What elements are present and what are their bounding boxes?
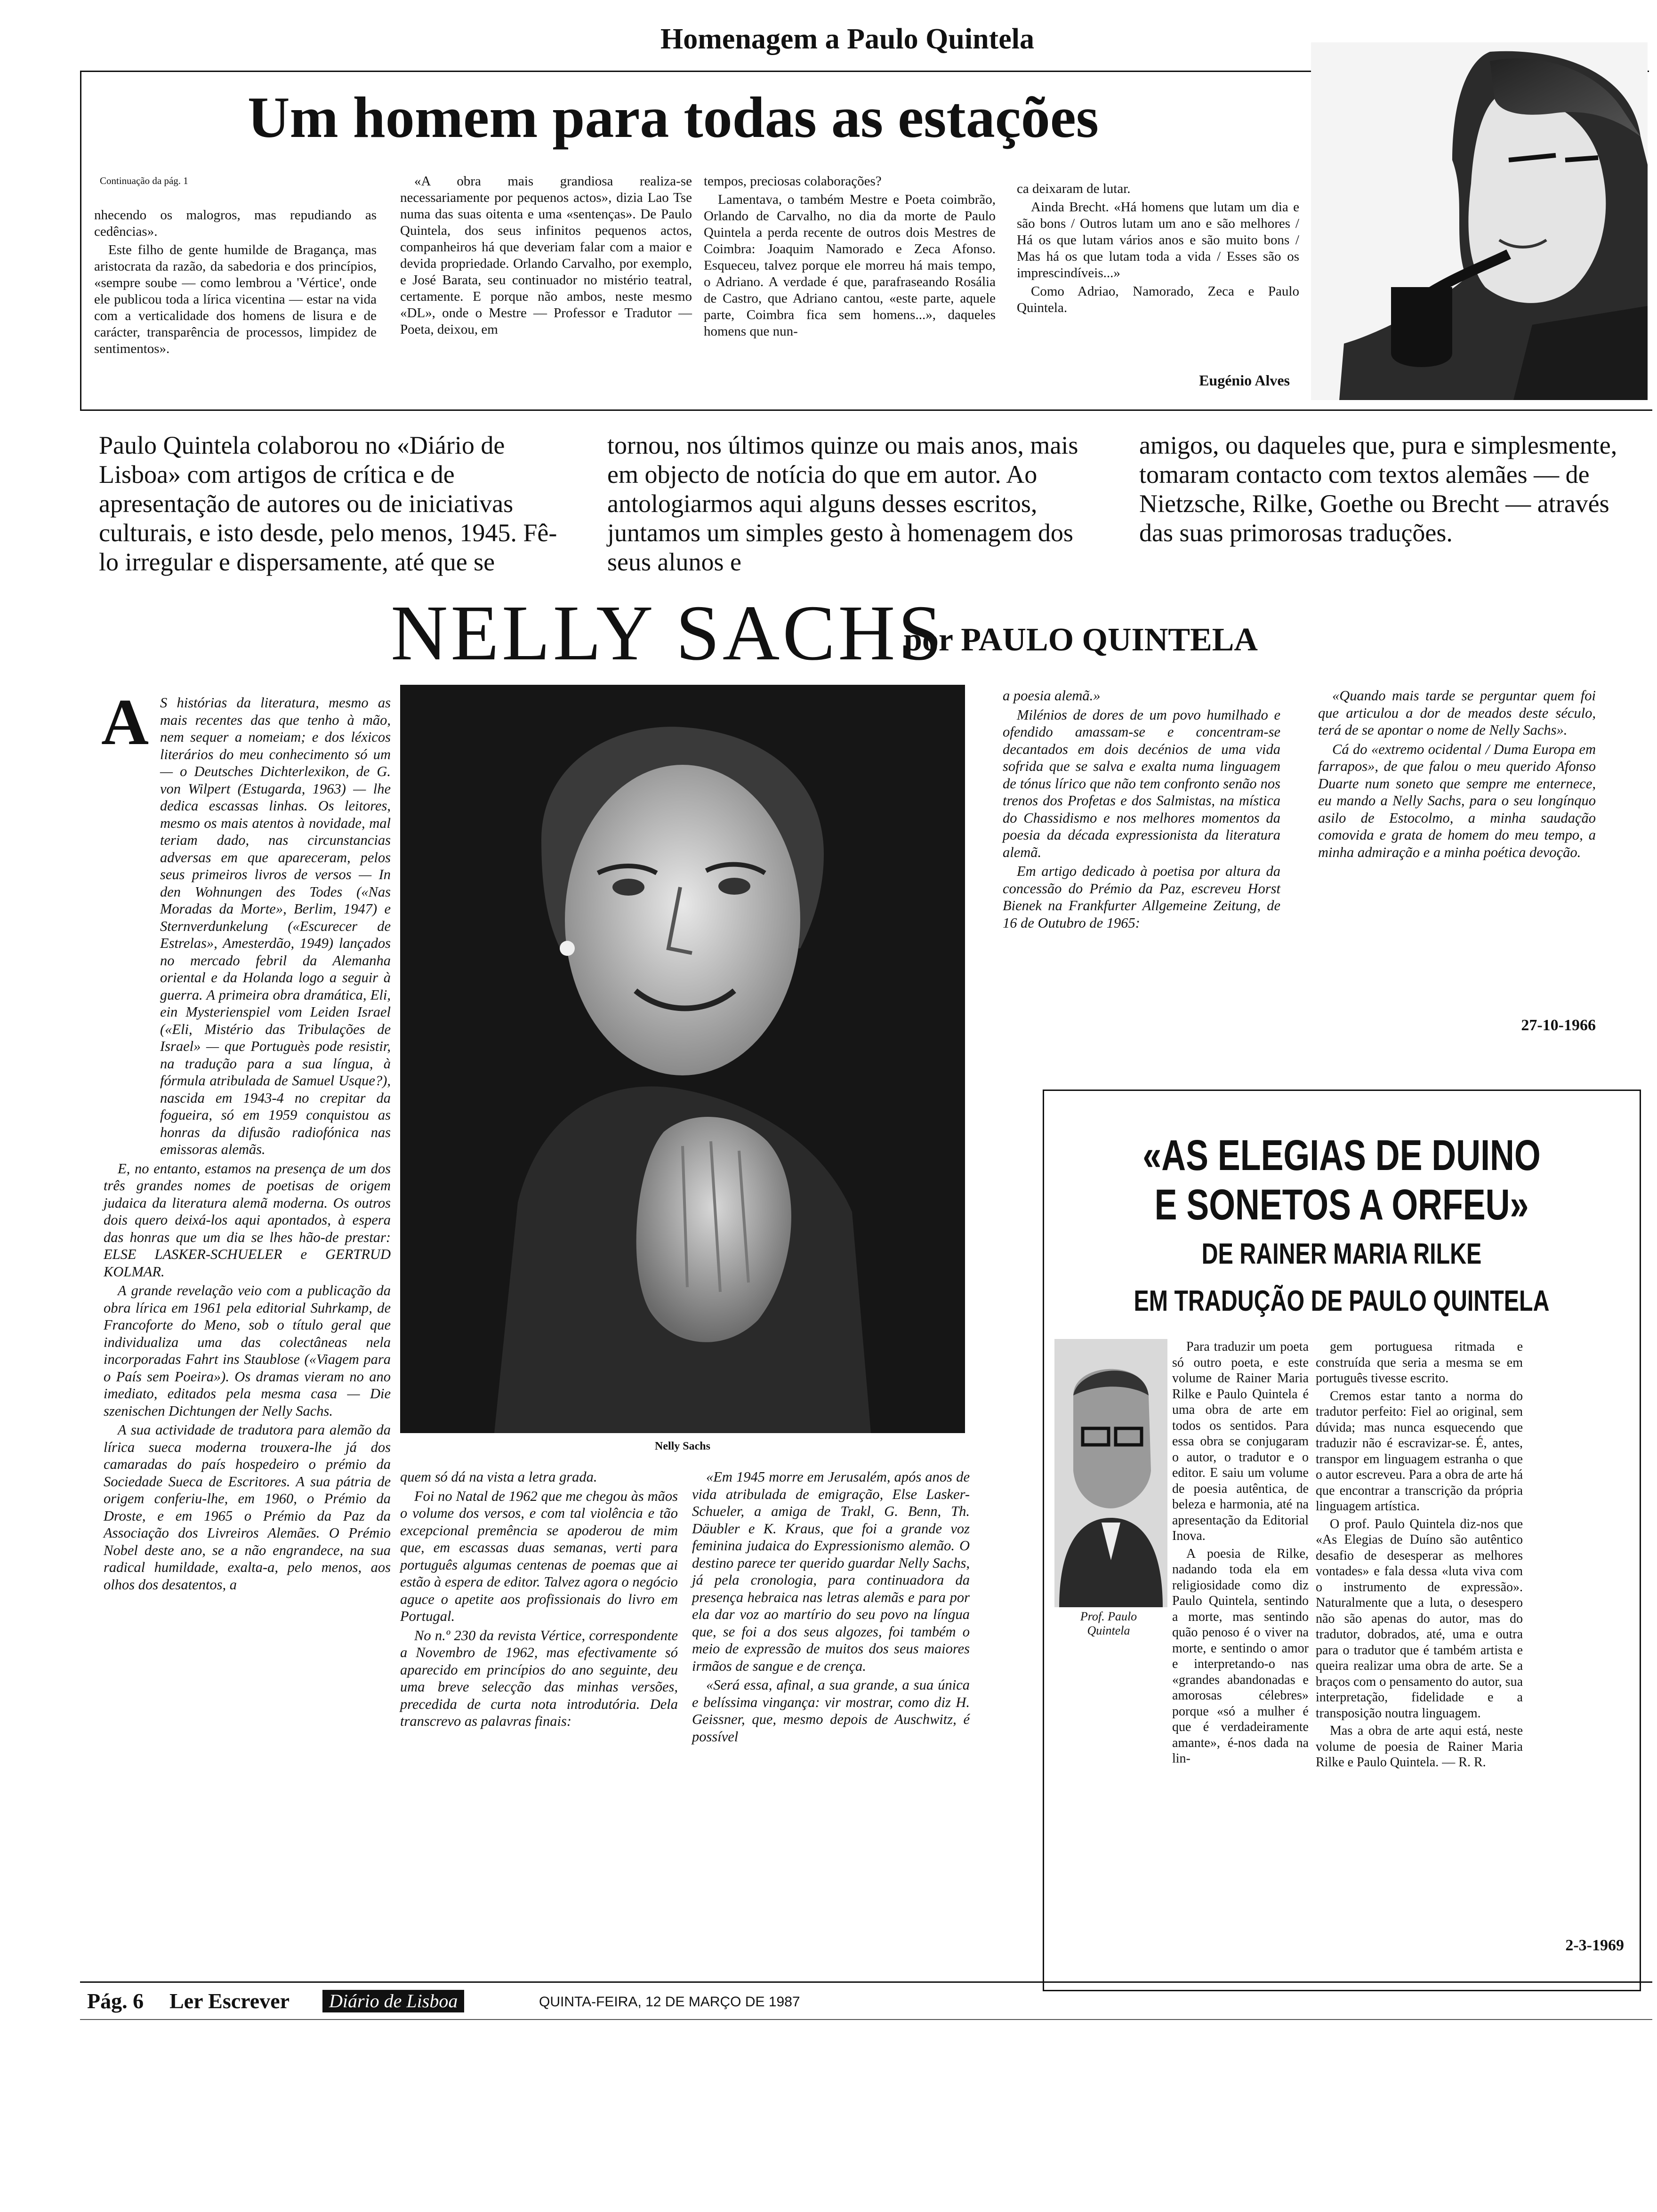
paragraph: Em artigo dedicado à poetisa por altura da concessão do Prémio da Paz, escreveu Horst Bienek na Frankfurter Allgemeine Zeitung, de 16 de Outubro de 1965: [1003,863,1280,931]
paragraph: Para traduzir um poeta só outro poeta, e este volume de Rainer Maria Rilke e Paulo Quintela é uma obra de arte em todos os sentidos. Para essa obra se conjugaram o autor, o tradutor e o editor. E saiu um volume de poesia autêntica, de beleza e harmonia, até na apresentação da Editorial Inova. [1172,1339,1309,1543]
footer-bottom-rule [80,2019,1652,2020]
rilke-sub-2: EM TRADUÇÃO DE PAULO QUINTELA [1134,1285,1550,1317]
homage-kicker: Homenagem a Paulo Quintela [660,23,1034,55]
footer-date: QUINTA-FEIRA, 12 DE MARÇO DE 1987 [539,1994,800,2010]
paragraph: «A obra mais grandiosa realiza-se necessariamente por pequenos actos», dizia Lao Tse numa das suas oitenta e uma «sentenças». De Paulo Quintela, dos seus infinitos pequenos actos, companheiros há que deveriam falar com a maior e devida propriedade. Orlando Carvalho, por exemplo, e José Barata, seu continuador no mistério teatral, certamente. E porque não ambos, neste mesmo «DL», onde o Mestre — Professor e Tradutor — Poeta, deixou, em [400,174,692,337]
paragraph: tempos, preciosas colaborações? [704,174,882,189]
intro-col-2: tornou, nos últimos quinze ou mais anos, mais em objecto de notícia do que em autor. Ao antologiarmos aqui alguns desses escritos, juntamos um simples gesto à homenagem dos seus alunos e [607,431,1078,576]
paragraph: Ainda Brecht. «Há homens que lutam um dia e são bons / Outros lutam um ano e são melhores / Há os que lutam vários anos e são muito bons / Mas há os que lutam toda a vida / Esses são os imprescindíveis...» [1017,200,1299,281]
intro-col-1: Paulo Quintela colaborou no «Diário de Lisboa» com artigos de crítica e de apresentação de autores ou de iniciativas culturais, e isto desde, pelo menos, 1945. Fê-lo irregular e dispersamente, até que se [99,431,557,576]
nelly-sachs-photo [400,685,965,1433]
paragraph: Foi no Natal de 1962 que me chegou às mãos o volume dos versos, e com tal violência e tão excepcional premência se apoderou de mim que, em escassas duas semanas, verti para português algumas centenas de poemas que ai estão à espera de editor. Talvez agora o negócio aguce o apetite aos profissionais do livro em Portugal. [400,1488,678,1624]
rilke-col-1 [1172,1339,1309,1769]
paragraph: Este filho de gente humilde de Bragança, mas aristocrata da razão, da sabedoria e dos princípios, «sempre soube — como lembrou a 'Vértice', onde ele publicou toda a lírica vicentina — estar na vida com a verticalidade dos homens de lisura e de carácter, transparência de processos, limpidez de sentimentos». [94,242,377,356]
homage-col-4 [1017,181,1299,318]
article1-date: 27-10-1966 [1521,1017,1596,1034]
paragraph: nhecendo os malogros, mas repudiando as cedências». [94,208,377,239]
paulo-quintela-photo [1054,1339,1167,1607]
paragraph: A sua actividade de tradutora para alemão da lírica sueca moderna trouxera-lhe já dos camaradas do país hospedeiro o prémio da Sociedade Sueca de Escritores. A sua pátria de origem conferiu-lhe, em 1960, o Prémio da Droste, e em 1965 o Prémio da Paz da Associação dos Livreiros Alemães. O Prémio Nobel deste ano, se a não engrandece, na sua radical humildade, exalta-a, pelo menos, aos olhos dos desatentos, a [104,1422,391,1593]
homage-frame-line [80,409,1652,411]
paragraph: a poesia alemã.» [1003,688,1101,704]
paragraph: S histórias da literatura, mesmo as mais recentes das que tenho à mão, nem sequer a nomeiam; e dos léxicos literários do meu conhecimento só um — o Deutsches Dichterlexikon, de G. von Wilpert (Estugarda, 1963) — lhe dedica escassas linhas. Os leitores, mesmo os mais atentos à novidade, mal teriam dado, nas circunstancias adversas em que apareceram, pelos seus primeiros livros de versos — In den Wohnungen des Todes («Nas Moradas da Morte», Berlim, 1947) e Sternverdunkelung («Escurecer de Estrelas», Amesterdão, 1949) lançados no mercado febril da Alemanha oriental e da Holanda logo a seguir à guerra. A primeira obra dramática, Eli, ein Mysterienspiel vom Leiden Israel («Eli, Mistério das Tribulações de Israel» — que Portuguès pode resistir, na tradução para a sua língua, à fórmula atribulada de Samuel Usque?), nascida em 1943-4 no crepitar da fogueira, só em 1959 conquistou as honras da difusão radiofónica nas emissoras alemãs. [160,695,391,1157]
paragraph: O prof. Paulo Quintela diz-nos que «As Elegias de Duíno são autêntico desafio de desesperar as melhores vontades» e fala dessa «luta viva com o instrumento de expressão». Naturalmente que a luta, o desespero não são apenas do autor, mas do tradutor, dobrados, até, uma e outra para o tradutor que é também artista e queira realizar uma obra de arte. Se a braços com o pensamento do autor, sua interpretação, fidelidade e a transposição noutra linguagem. [1316,1516,1523,1721]
paragraph: A grande revelação veio com a publicação da obra lírica em 1961 pela editorial Suhrkamp, de Francoforte do Meno, sob o título geral que individualiza uma das colectâneas nela incorporadas Fahrt ins Staublose («Viagem para o País sem Poeira»). Os dramas vieram no ano imediato, editados pela mesma casa — Die szenischen Dichtungen der Nelly Sachs. [104,1282,391,1419]
article1-col-1 [104,694,391,1595]
paragraph: Milénios de dores de um povo humilhado e ofendido amassam-se e concentram-se decantados em dois decénios de uma vida sofrida que se salva e exalta numa linguagem de tónus lírico que não tem confronto senão nos trenos dos Profetas e dos Salmistas, na mística do Chassidismo e nos melhores momentos da poesia da década expressionista da literatura alemã. [1003,706,1280,860]
paulo-quintela-portrait [1311,42,1648,400]
article-title: NELLY SACHS [391,589,945,677]
rilke-date: 2-3-1969 [1565,1937,1624,1954]
homage-col-2 [400,173,692,340]
continuation-note: Continuação da pág. 1 [100,175,188,186]
homage-col-3 [704,173,996,342]
rilke-col-2 [1316,1339,1523,1772]
footer-rule [80,1981,1652,1983]
homage-headline: Um homem para todas as estações [247,85,1099,150]
rilke-title-line-2: E SONETOS A ORFEU» [1154,1181,1529,1229]
footer-page: Pág. 6 [87,1989,144,2013]
homage-col-1 [94,207,377,359]
paragraph: No n.º 230 da revista Vértice, correspondente a Novembro de 1962, mas efectivamente só aparecido em princípios do ano seguinte, deu uma breve selecção das minhas versões, precedida de curta nota introdutória. Dela transcrevo as palavras finais: [400,1627,678,1729]
dropcap: A [101,686,149,759]
footer-section: Ler Escrever [169,1989,290,2013]
paragraph: «Será essa, afinal, a sua grande, a sua única e belíssima vingança: vir mostrar, como diz H. Geissner, que, mesmo depois de Auschwitz, é possível [692,1677,970,1745]
paragraph: A poesia de Rilke, nadando toda ela em religiosidade como diz Paulo Quintela, sentindo a morte, mas sentindo quão penoso é o viver na morte, e sentindo o amor e interpretando-o nas «grandes abandonadas e amorosas célebres» porque «só a mulher é que é verdadeiramente amante», é-nos dada na lin- [1172,1546,1309,1766]
intro-col-3: amigos, ou daqueles que, pura e simplesmente, tomaram contacto com textos alemães — de Nietzsche, Rilke, Goethe ou Brecht — através das suas primorosas traduções. [1139,431,1617,547]
article1-col-5 [1318,687,1596,863]
paragraph: E, no entanto, estamos na presença de um dos três grandes nomes de poetisas de origem judaica da literatura alemã moderna. Os outros dois quero deixá-los aqui apontados, à espera das honras que um dia se lhes hão-de prestar: ELSE LASKER-SCHUELER e GERTRUD KOLMAR. [104,1160,391,1280]
paragraph: «Em 1945 morre em Jerusalém, após anos de vida atribulada de emigração, Else Lasker-Schueler, a amiga de Trakl, G. Benn, Th. Däubler e K. Kraus, que foi a grande voz feminina judaica do Expressionismo alemão. O destino parece ter querido guardar Nelly Sachs, já pela cronologia, para continuadora da presença hebraica nas letras alemãs e para por ela dar voz ao martírio do seu povo na língua que, se foi a dos seus algozes, foi também o meio de expressão de muitos dos seus maiores irmãos de sangue e de crença. [692,1469,970,1674]
homage-author: Eugénio Alves [1199,372,1290,389]
rilke-sub-1: DE RAINER MARIA RILKE [1201,1238,1482,1270]
paragraph: Mas a obra de arte aqui está, neste volume de poesia de Rainer Maria Rilke e Paulo Quintela. — R. R. [1316,1723,1523,1770]
paragraph: «Quando mais tarde se perguntar quem foi que articulou a dor de meados deste século, terá de se apontar o nome de Nelly Sachs». [1318,688,1596,738]
rilke-title-line-1: «AS ELEGIAS DE DUINO [1142,1131,1541,1179]
paragraph: gem portuguesa ritmada e construída que seria a mesma se em português tivesse escrito. [1316,1339,1523,1386]
paragraph: Cremos estar tanto a norma do tradutor perfeito: Fiel ao original, sem dúvida; mas nunca esquecendo que traduzir não é escravizar-se. É, antes, transpor em linguagem estranha o que o autor escreveu. Para a obra de arte há que encontrar a transcrição da própria linguagem artística. [1316,1388,1523,1514]
footer-masthead: Diário de Lisboa [322,1990,464,2012]
paragraph: Cá do «extremo ocidental / Duma Europa em farrapos», de que falou o meu querido Afonso Duarte num soneto que sempre me enternece, eu mando a Nelly Sachs, para o seu longínquo asilo de Estocolmo, a minha saudação comovida e grata de homem do meu tempo, a minha admiração e a minha poética devoção. [1318,741,1596,860]
paragraph: ca deixaram de lutar. [1017,181,1131,196]
article1-col-4 [1003,687,1280,933]
article1-col-3 [692,1468,970,1747]
paragraph: quem só dá na vista a letra grada. [400,1469,597,1485]
paragraph: Como Adriao, Namorado, Zeca e Paulo Quintela. [1017,284,1299,315]
paragraph: Lamentava, o também Mestre e Poeta coimbrão, Orlando de Carvalho, no dia da morte de Paulo Quintela a perda recente de outros dois Mestres de Coimbra: Joaquim Namorado e Zeca Afonso. Esqueceu, talvez porque ele morreu há mais tempo, o Adriano. A verdade é que, parafraseando Rosália de Castro, que Adriano cantou, «este parte, aquele parte, Coimbra fica sem homens...», daqueles homens que nun- [704,192,996,339]
article1-col-2 [400,1468,678,1732]
rilke-photo-caption: Prof. Paulo Quintela [1080,1610,1137,1637]
photo-caption: Nelly Sachs [654,1440,710,1452]
article-byline: por PAULO QUINTELA [904,622,1258,658]
